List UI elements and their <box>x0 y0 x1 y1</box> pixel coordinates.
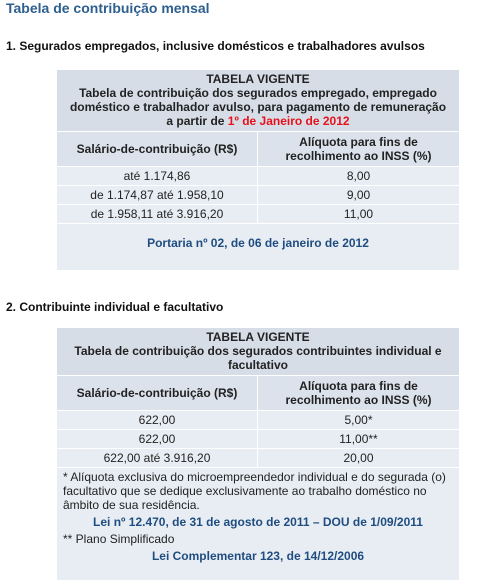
salario-cell: de 1.174,87 até 1.958,10 <box>57 186 258 205</box>
section2-table <box>57 375 459 467</box>
section1-date: 1º de Janeiro de 2012 <box>227 114 350 128</box>
aliquota-cell: 8,00 <box>258 167 460 186</box>
section1-col1-header: Salário-de-contribuição (R$) <box>57 132 258 167</box>
section2-table-heading: TABELA VIGENTE <box>206 330 310 344</box>
aliquota-cell: 9,00 <box>258 186 460 205</box>
table-row <box>57 186 459 205</box>
section2-table-desc: Tabela de contribuição dos segurados contribuintes individual e facultativo <box>74 344 442 372</box>
table-row <box>57 205 459 224</box>
section2-col1-header: Salário-de-contribuição (R$) <box>57 376 258 411</box>
salario-cell: 622,00 <box>57 430 258 449</box>
section1-date-prefix: a partir de <box>166 114 225 128</box>
section2-note-microempreendedor: * Alíquota exclusiva do microempreendedor individual e do segurada (o) facultativo que se dedique exclusivamente ao trabalho doméstico no âmbito de sua residência. <box>57 467 459 514</box>
section2-table-header <box>57 328 459 375</box>
aliquota-cell: 20,00 <box>258 449 460 468</box>
section1-title: 1. Segurados empregados, inclusive domésticos e trabalhadores avulsos <box>6 39 425 53</box>
section1-table <box>57 131 459 223</box>
salario-cell: até 1.174,86 <box>57 167 258 186</box>
aliquota-cell: 5,00* <box>258 411 460 430</box>
section1-table-header <box>57 70 459 131</box>
section2-note-plano: ** Plano Simplificado <box>63 532 175 546</box>
section1-col2-header: Alíquota para fins de recolhimento ao INSS (%) <box>258 132 460 167</box>
table-row <box>57 449 459 468</box>
table-row <box>57 167 459 186</box>
page-title: Tabela de contribuição mensal <box>6 0 210 16</box>
salario-cell: 622,00 <box>57 411 258 430</box>
section2-title: 2. Contribuinte individual e facultativo <box>6 300 224 314</box>
section2-table-box <box>57 328 459 580</box>
section2-law-link-12470[interactable]: Lei nº 12.470, de 31 de agosto de 2011 – DOU de 1/09/2011 <box>93 515 423 529</box>
section2-col2-header: Alíquota para fins de recolhimento ao INSS (%) <box>258 376 460 411</box>
salario-cell: 622,00 até 3.916,20 <box>57 449 258 468</box>
section1-portaria-link[interactable]: Portaria nº 02, de 06 de janeiro de 2012 <box>57 223 459 266</box>
aliquota-cell: 11,00 <box>258 205 460 224</box>
section1-table-heading: TABELA VIGENTE <box>206 72 310 86</box>
section1-table-desc: Tabela de contribuição dos segurados empregado, empregado doméstico e trabalhador avulso, para pagamento de remuneração <box>69 86 447 114</box>
salario-cell: de 1.958,11 até 3.916,20 <box>57 205 258 224</box>
aliquota-cell: 11,00** <box>258 430 460 449</box>
section2-law-link-lc123[interactable]: Lei Complementar 123, de 14/12/2006 <box>151 549 365 563</box>
table-row <box>57 411 459 430</box>
section1-table-date-line <box>61 114 455 128</box>
table-row <box>57 430 459 449</box>
section1-table-box <box>57 70 459 270</box>
